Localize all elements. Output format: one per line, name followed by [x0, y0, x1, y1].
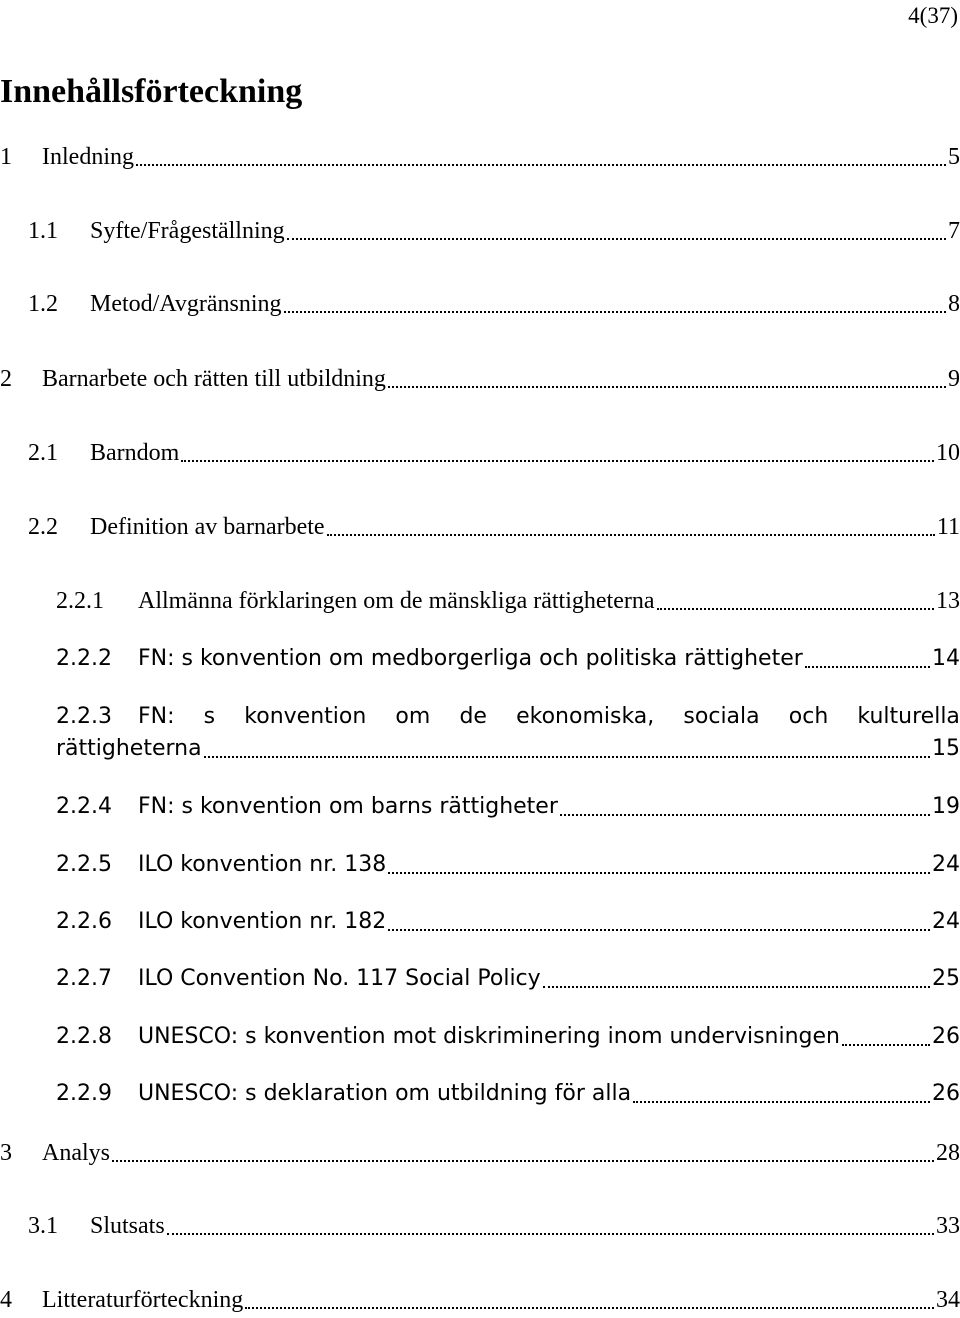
toc-entry-page: 14 — [932, 646, 960, 671]
toc-entry-label: Inledning — [42, 144, 134, 170]
toc-entry-page: 24 — [932, 909, 960, 934]
toc-entry-label: Litteraturförteckning — [42, 1287, 244, 1313]
toc-entry-2-2-3-continued[interactable] — [0, 732, 960, 764]
toc-entry-2[interactable] — [0, 362, 960, 394]
toc-entry-label: UNESCO: s deklaration om utbildning för alla — [138, 1081, 632, 1106]
toc-entry-label: Metod/Avgränsning — [90, 291, 282, 317]
toc-entry-label: FN: s konvention om barns rättigheter — [138, 794, 558, 819]
toc-label-word: ekonomiska, — [516, 704, 655, 729]
toc-entry-page: 28 — [936, 1140, 960, 1166]
toc-entry-1[interactable] — [0, 140, 960, 172]
toc-entry-number: 2.2.1 — [56, 588, 104, 614]
toc-leader-dots — [388, 386, 946, 388]
toc-entry-2-2-2[interactable] — [0, 642, 960, 674]
toc-entry-page: 10 — [936, 440, 960, 466]
toc-label-word: FN: — [138, 704, 175, 729]
toc-entry-3[interactable] — [0, 1136, 960, 1168]
toc-leader-dots — [136, 164, 946, 166]
toc-entry-number: 2.2.3 — [56, 704, 112, 729]
toc-entry-2-2-9[interactable] — [0, 1077, 960, 1109]
toc-entry-2-2-6[interactable] — [0, 905, 960, 937]
toc-entry-number: 3.1 — [28, 1213, 58, 1239]
toc-entry-4[interactable] — [0, 1283, 960, 1315]
toc-title: Innehållsförteckning — [0, 73, 303, 110]
toc-leader-dots — [284, 311, 946, 313]
toc-entry-1-2[interactable] — [0, 287, 960, 319]
toc-leader-dots — [842, 1044, 930, 1046]
toc-label-word: kulturella — [857, 704, 960, 729]
toc-leader-dots — [181, 460, 934, 462]
toc-entry-label: Syfte/Frågeställning — [90, 218, 285, 244]
toc-entry-number: 1 — [0, 144, 12, 170]
toc-entry-page: 7 — [948, 218, 960, 244]
toc-entry-number: 2.2.7 — [56, 966, 112, 991]
toc-entry-label: UNESCO: s konvention mot diskriminering inom undervisningen — [138, 1024, 841, 1049]
toc-entry-page: 19 — [932, 794, 960, 819]
toc-entry-2-2[interactable] — [0, 510, 960, 542]
toc-entry-number: 2.2.8 — [56, 1024, 112, 1049]
toc-leader-dots — [543, 986, 930, 988]
toc-entry-2-1[interactable] — [0, 436, 960, 468]
toc-leader-dots — [112, 1160, 934, 1162]
toc-entry-2-2-7[interactable] — [0, 962, 960, 994]
toc-entry-2-2-3[interactable] — [0, 700, 960, 732]
toc-entry-page: 26 — [932, 1024, 960, 1049]
toc-entry-number: 4 — [0, 1287, 12, 1313]
toc-leader-dots — [287, 238, 946, 240]
toc-entry-label: Analys — [42, 1140, 110, 1166]
toc-entry-page: 5 — [948, 144, 960, 170]
toc-entry-page: 8 — [948, 291, 960, 317]
toc-label-word: konvention — [244, 704, 367, 729]
toc-entry-page: 9 — [948, 366, 960, 392]
toc-leader-dots — [388, 929, 930, 931]
toc-entry-1-1[interactable] — [0, 214, 960, 246]
toc-label-word: och — [788, 704, 829, 729]
toc-entry-3-1[interactable] — [0, 1209, 960, 1241]
toc-entry-label: ILO konvention nr. 182 — [138, 909, 387, 934]
toc-entry-page: 11 — [936, 514, 960, 540]
toc-entry-label: Barndom — [90, 440, 180, 466]
toc-leader-dots — [204, 756, 930, 758]
toc-entry-number: 2.2.6 — [56, 909, 112, 934]
toc-entry-page: 33 — [936, 1213, 960, 1239]
toc-entry-number: 1.2 — [28, 291, 58, 317]
toc-entry-2-2-5[interactable] — [0, 848, 960, 880]
toc-entry-2-2-1[interactable] — [0, 584, 960, 616]
toc-entry-page: 34 — [936, 1287, 960, 1313]
toc-label-word: sociala — [683, 704, 760, 729]
toc-entry-label-line1 — [138, 702, 960, 732]
toc-leader-dots — [167, 1233, 934, 1235]
toc-leader-dots — [245, 1307, 934, 1309]
toc-label-word: de — [459, 704, 487, 729]
toc-entry-label: ILO konvention nr. 138 — [138, 852, 387, 877]
toc-entry-page: 24 — [932, 852, 960, 877]
toc-entry-number: 2.2 — [28, 514, 58, 540]
toc-leader-dots — [657, 608, 935, 610]
toc-leader-dots — [805, 666, 930, 668]
toc-entry-number: 3 — [0, 1140, 12, 1166]
toc-leader-dots — [633, 1101, 930, 1103]
toc-entry-label: ILO Convention No. 117 Social Policy — [138, 966, 541, 991]
toc-entry-page: 13 — [936, 588, 960, 614]
toc-label-word: om — [395, 704, 431, 729]
toc-entry-number: 2.1 — [28, 440, 58, 466]
toc-entry-label-line2: rättigheterna — [56, 736, 202, 761]
toc-entry-label: Definition av barnarbete — [90, 514, 325, 540]
toc-entry-number: 2.2.4 — [56, 794, 112, 819]
toc-entry-number: 2.2.2 — [56, 646, 112, 671]
toc-entry-number: 1.1 — [28, 218, 58, 244]
toc-entry-number: 2 — [0, 366, 12, 392]
toc-leader-dots — [388, 872, 930, 874]
toc-entry-label: FN: s konvention om medborgerliga och politiska rättigheter — [138, 646, 803, 671]
toc-leader-dots — [560, 814, 930, 816]
page-number: 4(37) — [908, 3, 958, 28]
toc-entry-number: 2.2.5 — [56, 852, 112, 877]
toc-entry-number: 2.2.9 — [56, 1081, 112, 1106]
toc-entry-label: Slutsats — [90, 1213, 165, 1239]
toc-entry-label: Allmänna förklaringen om de mänskliga rättigheterna — [138, 588, 655, 614]
toc-entry-page: 15 — [932, 736, 960, 761]
toc-entry-label: Barnarbete och rätten till utbildning — [42, 366, 386, 392]
toc-entry-2-2-4[interactable] — [0, 790, 960, 822]
toc-label-word: s — [203, 704, 216, 729]
toc-entry-page: 25 — [932, 966, 960, 991]
toc-entry-page: 26 — [932, 1081, 960, 1106]
toc-leader-dots — [327, 534, 935, 536]
toc-entry-2-2-8[interactable] — [0, 1020, 960, 1052]
